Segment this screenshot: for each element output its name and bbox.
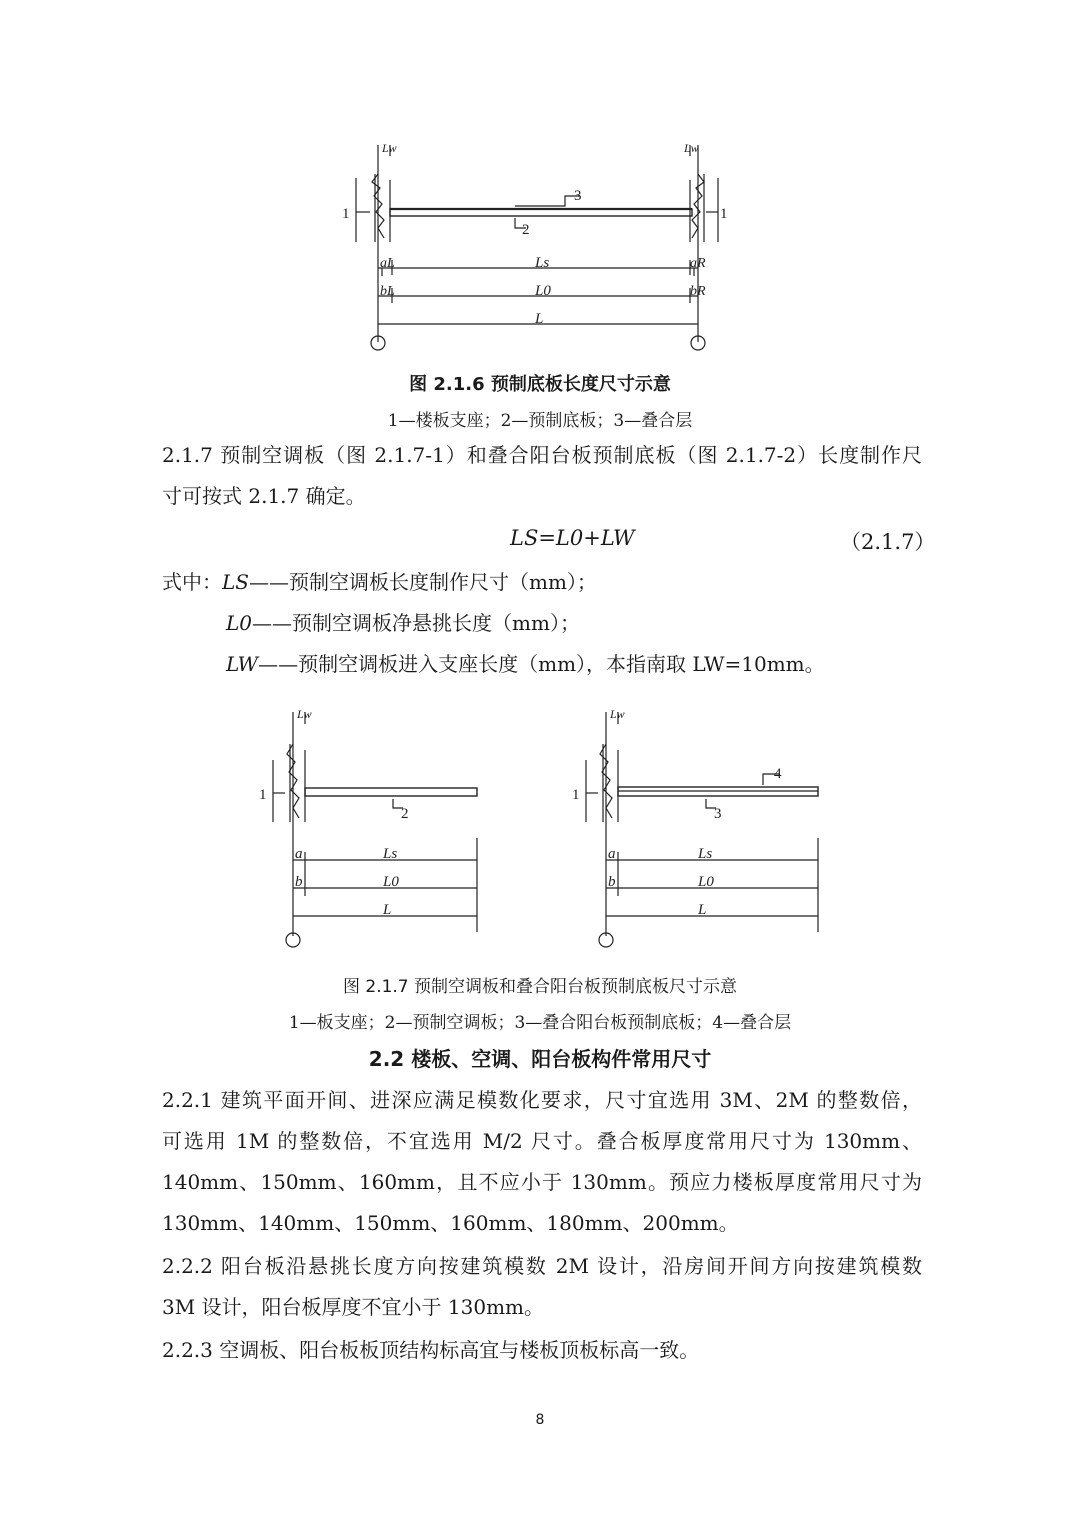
lw-symbol: LW (226, 652, 259, 676)
l0-label: L0 (698, 874, 714, 890)
paragraph-line: 2.2.2 阳台板沿悬挑长度方向按建筑模数 2M 设计，沿房间开间方向按建筑模数 (162, 1254, 922, 1278)
page-number: 8 (535, 1412, 545, 1428)
definition-ls (162, 562, 922, 603)
paragraph-line: 140mm、150mm、160mm，且不应小于 130mm。预应力楼板厚度常用尺寸为 (162, 1170, 922, 1194)
l-label: L (535, 311, 544, 327)
paragraph-line: 130mm、140mm、150mm、160mm、180mm、200mm。 (162, 1211, 739, 1235)
paragraph-2-2-3 (162, 1330, 922, 1371)
support-label: 1 (572, 787, 580, 803)
support-label: 1 (259, 787, 267, 803)
b-label: b (608, 874, 616, 890)
paragraph-line: 3M 设计，阳台板厚度不宜小于 130mm。 (162, 1295, 545, 1319)
ls-symbol: LS (222, 570, 249, 594)
ls-definition-text: ——预制空调板长度制作尺寸（mm）； (248, 570, 597, 594)
formula-2-1-7 (0, 526, 1080, 558)
figure-2-1-7-legend: 1—板支座；2—预制空调板；3—叠合阳台板预制底板；4—叠合层 (288, 1013, 792, 1033)
paragraph-line: 2.1.7 预制空调板（图 2.1.7-1）和叠合阳台板预制底板（图 2.1.7-2）长度制作尺 (162, 443, 922, 467)
ls-label: Ls (698, 846, 713, 862)
layer-2-label: 2 (522, 222, 530, 238)
lw-label: Lw (610, 707, 625, 721)
paragraph-line: 寸可按式 2.1.7 确定。 (162, 484, 366, 508)
figure-2-1-6-caption: 图 2.1.6 预制底板长度尺寸示意 (409, 374, 671, 395)
l0-label: L0 (535, 283, 551, 299)
definition-lw (162, 644, 922, 685)
section-title: 2.2 楼板、空调、阳台板构件常用尺寸 (368, 1047, 712, 1071)
layer-3-label: 3 (574, 188, 582, 204)
formula-number: （2.1.7） (840, 530, 936, 554)
slab-2-label: 2 (401, 806, 409, 822)
formula-definitions (162, 562, 922, 685)
figure-2-1-6-legend: 1—楼板支座；2—预制底板；3—叠合层 (387, 411, 693, 431)
bR-label: bR (690, 284, 706, 299)
figure-2-1-7-right-drawing (568, 700, 828, 955)
slab-3-label: 3 (714, 806, 722, 822)
paragraph-line: 可选用 1M 的整数倍，不宜选用 M/2 尺寸。叠合板厚度常用尺寸为 130mm、 (162, 1129, 922, 1153)
l0-definition-text: ——预制空调板净悬挑长度（mm）； (252, 611, 580, 635)
support-label-right: 1 (720, 206, 728, 222)
l-label: L (383, 902, 392, 918)
l-label: L (698, 902, 707, 918)
l0-symbol: L0 (226, 611, 253, 635)
definition-l0 (162, 603, 922, 644)
lw-label: Lw (297, 707, 312, 721)
formula-expression: LS=L0+LW (510, 526, 635, 550)
paragraph-2-2-1 (162, 1080, 922, 1244)
l0-label: L0 (383, 874, 399, 890)
definition-lead: 式中： (162, 570, 222, 594)
aL-label: aL (380, 256, 395, 271)
paragraph-line: 2.2.1 建筑平面开间、进深应满足模数化要求，尺寸宜选用 3M、2M 的整数倍， (162, 1088, 922, 1112)
layer-4-label: 4 (774, 766, 782, 782)
lw-label-right: Lw (684, 141, 699, 155)
paragraph-2-1-7 (162, 435, 922, 517)
lw-label-left: Lw (382, 141, 397, 155)
ls-label: Ls (383, 846, 398, 862)
bL-label: bL (380, 284, 395, 299)
figure-2-1-7-caption: 图 2.1.7 预制空调板和叠合阳台板预制底板尺寸示意 (342, 977, 738, 997)
lw-definition-text: ——预制空调板进入支座长度（mm），本指南取 LW=10mm。 (258, 652, 825, 676)
figure-2-1-6-drawing (340, 130, 740, 362)
ls-label: Ls (535, 255, 550, 271)
paragraph-2-2-2 (162, 1246, 922, 1328)
figure-2-1-7-left-drawing (255, 700, 500, 955)
paragraph-line: 2.2.3 空调板、阳台板板顶结构标高宜与楼板顶板标高一致。 (162, 1338, 700, 1362)
a-label: a (295, 846, 303, 862)
b-label: b (295, 874, 303, 890)
support-label-left: 1 (342, 206, 350, 222)
aR-label: aR (690, 256, 706, 271)
a-label: a (608, 846, 616, 862)
